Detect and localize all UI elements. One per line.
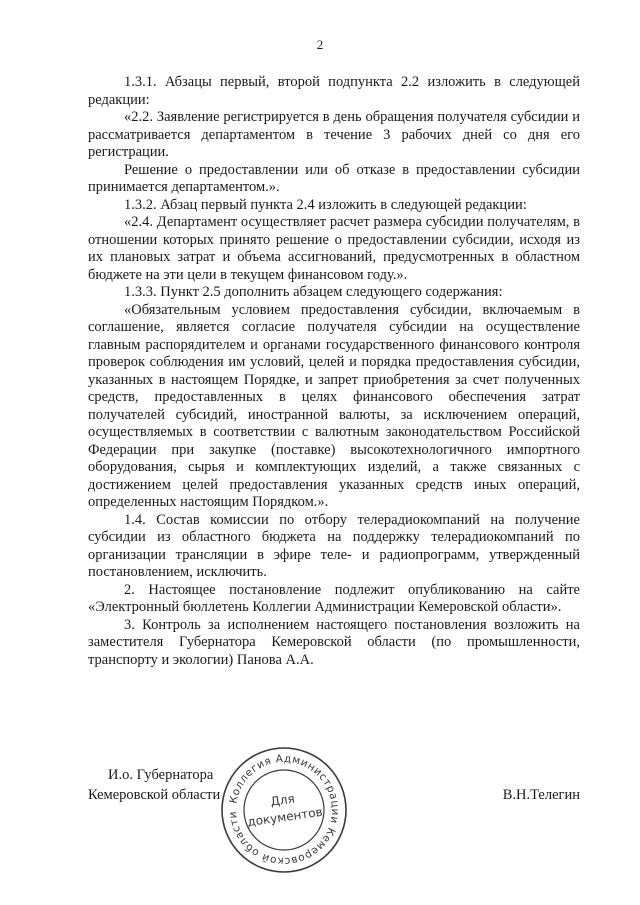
signatory-title-line-2: Кемеровской области [88,787,221,803]
stamp-center-line-2: документов [246,804,324,830]
paragraph-2-2-quote: «2.2. Заявление регистрируется в день обращения получателя субсидии и рассматривается департаментом в течение 3 рабочих дней со дня его регистрации. [88,109,580,160]
signatory-name: В.Н.Телегин [502,787,580,803]
stamp-seal-graphic [218,744,350,876]
stamp-center-line-1: Для [269,791,296,809]
paragraph-2-publication: 2. Настоящее постановление подлежит опубликованию на сайте «Электронный бюллетень Коллегии Администрации Кемеровской области». [88,581,580,615]
paragraph-mandatory-condition: «Обязательным условием предоставления субсидии, включаемым в соглашение, является согласие получателя субсидии на осуществление главным распорядителем и органами государственного финансового контроля проверок соблюдения им условий, целей и порядка предоставления субсидии, указанных в настоящем Порядке, и запрет приобретения за счет полученных средств, предоставленных в целях финансового обеспечения затрат получателей субсидий, иностранной валюты, за исключением операций, осуществляемых в соответствии с валютным законодательством Российской Федерации при закупке (поставке) высокотехнологичного импортного оборудования, сырья и комплектующих изделий, а также связанных с достижением целей предоставления указанных средств иных операций, определенных настоящим Порядком.». [88,301,580,510]
signatory-title-line-1: И.о. Губернатора [108,767,214,783]
stamp-ring-text: Коллегия Администрации Кемеровской области [226,752,342,868]
official-stamp [218,744,350,876]
paragraph-1-3-2: 1.3.2. Абзац первый пункта 2.4 изложить в следующей редакции: [124,196,527,213]
paragraph-2-4-quote: «2.4. Департамент осуществляет расчет размера субсидии получателям, в отношении которых принято решение о предоставлении субсидии, исходя из их плановых затрат и объема ассигнований, предусмотренных в областном бюджете на эти цели в текущем финансовом году.». [88,214,580,283]
paragraph-decision: Решение о предоставлении или об отказе в предоставлении субсидии принимается департаментом.». [88,161,580,195]
page-number: 2 [316,37,324,52]
paragraph-1-3-3: 1.3.3. Пункт 2.5 дополнить абзацем следующего содержания: [124,284,503,300]
document-body [88,74,580,669]
paragraph-1-3-1: 1.3.1. Абзацы первый, второй подпункта 2.2 изложить в следующей редакции: [88,74,580,108]
paragraph-3-control: 3. Контроль за исполнением настоящего постановления возложить на заместителя Губернатора Кемеровской области (по промышленности, транспорту и экологии) Панова А.А. [88,616,580,668]
paragraph-1-4: 1.4. Состав комиссии по отбору телерадиокомпаний на получение субсидии из областного бюджета на поддержку телерадиокомпаний по организации трансляции в эфире теле- и радиопрограмм, утвержденный постановлением, исключить. [88,511,580,580]
